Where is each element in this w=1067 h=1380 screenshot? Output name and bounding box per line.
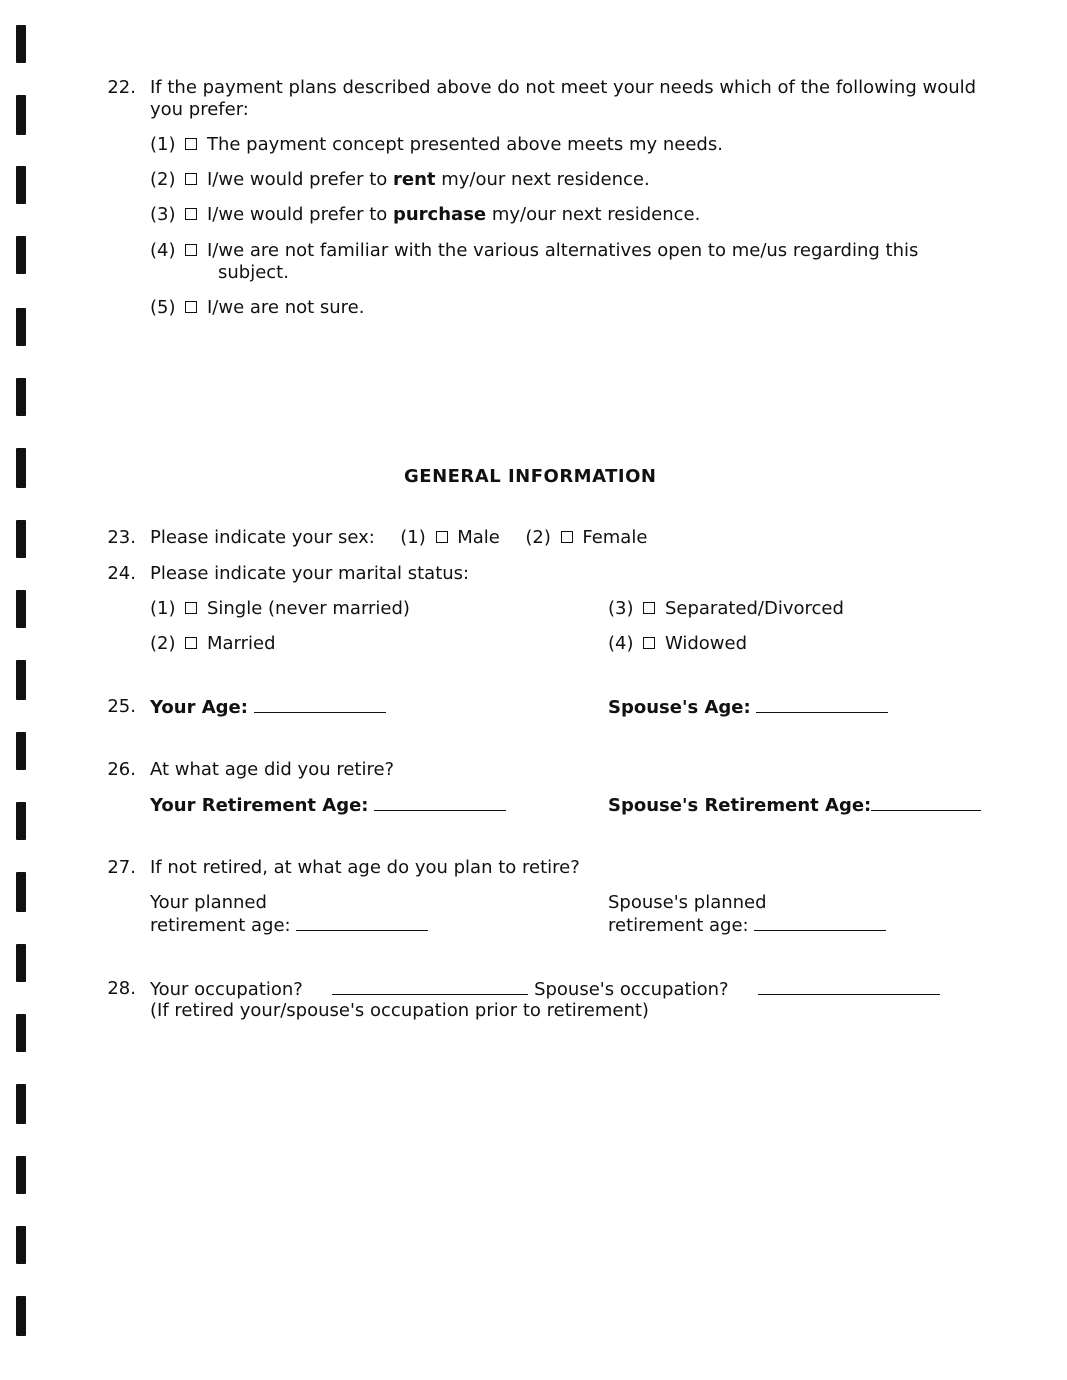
option-row [608, 633, 747, 655]
question-text: At what age did you retire? [150, 759, 395, 780]
checkbox[interactable] [643, 637, 655, 649]
checkbox[interactable] [185, 208, 197, 220]
field-row [608, 696, 888, 719]
spouse-occupation-blank[interactable] [758, 978, 940, 995]
your-occupation-blank[interactable] [332, 978, 528, 995]
option-text: I/we are not sure. [206, 297, 365, 318]
binder-mark [16, 1156, 26, 1194]
option-text: my/our next residence. [435, 169, 650, 190]
option-text: I/we would prefer to [206, 169, 393, 190]
binder-mark [16, 378, 26, 416]
binder-mark [16, 166, 26, 204]
your-retirement-age-blank[interactable] [374, 794, 506, 811]
binder-mark [16, 802, 26, 840]
option-code: (2) [525, 527, 551, 548]
option-text: The payment concept presented above meets my needs. [206, 134, 723, 155]
option-code: (1) [150, 134, 176, 155]
field-note: (If retired your/spouse's occupation prior to retirement) [150, 1000, 649, 1021]
option-code: (2) [150, 169, 176, 190]
question-number: 22. [107, 77, 136, 98]
spouse-planned-age-blank[interactable] [754, 914, 886, 931]
option-row [150, 169, 650, 191]
checkbox[interactable] [185, 602, 197, 614]
field-label: Spouse's Retirement Age: [608, 795, 872, 816]
option-code: (3) [608, 598, 634, 619]
option-row [150, 297, 364, 319]
option-text: Married [206, 633, 276, 654]
checkbox[interactable] [185, 637, 197, 649]
field-label: Your occupation? [150, 979, 303, 1000]
option-emphasis: purchase [392, 204, 487, 225]
field-label: Your Retirement Age: [150, 795, 369, 816]
binder-mark [16, 732, 26, 770]
field-row [608, 914, 886, 937]
section-title: GENERAL INFORMATION [404, 466, 657, 487]
spouse-retirement-age-blank[interactable] [871, 794, 981, 811]
your-planned-age-blank[interactable] [296, 914, 428, 931]
option-text: Male [457, 527, 500, 548]
binder-mark [16, 944, 26, 982]
binder-mark [16, 872, 26, 912]
option-row [150, 633, 276, 655]
binder-mark [16, 660, 26, 700]
binder-mark [16, 1014, 26, 1052]
binder-mark [16, 236, 26, 274]
field-row [608, 794, 981, 817]
checkbox-male[interactable] [436, 531, 448, 543]
option-row [150, 134, 723, 156]
binder-mark [16, 590, 26, 628]
question-number: 26. [107, 759, 136, 780]
question-text: If the payment plans described above do not meet your needs which of the following would [150, 77, 977, 98]
field-label: retirement age: [608, 915, 749, 936]
question-text: Please indicate your sex: [150, 527, 375, 548]
field-label: Your planned [150, 892, 267, 913]
option-row [608, 598, 844, 620]
your-age-blank[interactable] [254, 696, 386, 713]
question-text: you prefer: [150, 99, 249, 120]
binder-mark [16, 1084, 26, 1124]
field-label: Spouse's Age: [608, 697, 751, 718]
option-text: I/we would prefer to [206, 204, 393, 225]
binder-mark [16, 25, 26, 63]
option-text: Single (never married) [206, 598, 410, 619]
option-text: Separated/Divorced [664, 598, 844, 619]
field-label: retirement age: [150, 915, 291, 936]
binder-mark [16, 95, 26, 135]
field-label: Spouse's occupation? [534, 979, 729, 1000]
field-row [150, 696, 386, 719]
checkbox[interactable] [185, 173, 197, 185]
option-row [150, 240, 918, 262]
question-number: 28. [107, 978, 136, 999]
field-row [150, 914, 428, 937]
question-text: Please indicate your marital status: [150, 563, 470, 584]
binder-mark [16, 448, 26, 488]
question-number: 24. [107, 563, 136, 584]
field-label: Spouse's planned [608, 892, 767, 913]
option-text: my/our next residence. [486, 204, 701, 225]
option-row [150, 204, 700, 226]
option-text: Widowed [664, 633, 748, 654]
field-row [150, 794, 506, 817]
option-row [150, 598, 410, 620]
binder-mark [16, 520, 26, 558]
checkbox[interactable] [643, 602, 655, 614]
option-code: (4) [608, 633, 634, 654]
checkbox-female[interactable] [561, 531, 573, 543]
question-row [150, 527, 647, 549]
spouse-age-blank[interactable] [756, 696, 888, 713]
option-code: (3) [150, 204, 176, 225]
binder-mark [16, 1296, 26, 1336]
binder-mark [16, 1226, 26, 1264]
question-number: 23. [107, 527, 136, 548]
option-code: (4) [150, 240, 176, 261]
option-text: subject. [218, 262, 289, 283]
field-label: Your Age: [150, 697, 248, 718]
question-number: 25. [107, 696, 136, 717]
checkbox[interactable] [185, 138, 197, 150]
option-code: (1) [400, 527, 426, 548]
option-code: (5) [150, 297, 176, 318]
question-number: 27. [107, 857, 136, 878]
question-text: If not retired, at what age do you plan to retire? [150, 857, 580, 878]
checkbox[interactable] [185, 301, 197, 313]
option-code: (2) [150, 633, 176, 654]
option-text: Female [582, 527, 648, 548]
checkbox[interactable] [185, 244, 197, 256]
field-row [150, 978, 940, 1001]
option-text: I/we are not familiar with the various alternatives open to me/us regarding this [206, 240, 919, 261]
option-code: (1) [150, 598, 176, 619]
binder-mark [16, 308, 26, 346]
option-emphasis: rent [392, 169, 436, 190]
